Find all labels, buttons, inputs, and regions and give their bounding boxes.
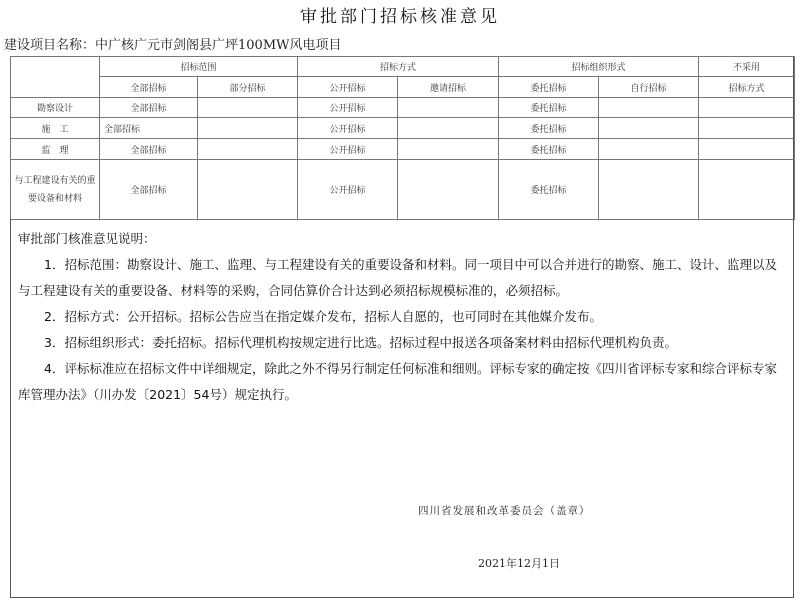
approval-notes (10, 226, 794, 408)
cell-method-public: 公开招标 (298, 160, 398, 220)
cell-org-entrust: 委托招标 (499, 118, 599, 139)
subheader-method-invite: 邀请招标 (398, 77, 499, 98)
header-no-use: 不采用 (699, 57, 795, 77)
note-item-org-form: 3．招标组织形式：委托招标。招标代理机构按规定进行比选。招标过程中报送各项备案材料由招标代理机构负责。 (44, 335, 677, 350)
cell-org-self (599, 98, 699, 118)
cell-method-public: 公开招标 (298, 139, 398, 160)
row-label: 与工程建设有关的重要设备和材料 (11, 160, 100, 220)
header-method: 招标方式 (298, 57, 499, 77)
cell-org-self (599, 118, 699, 139)
cell-method-invite (398, 160, 499, 220)
cell-method-invite (398, 98, 499, 118)
note-item-evaluation: 4．评标标准应在招标文件中详细规定，除此之外不得另行制定任何标准和细则。评标专家的确定按《四川省评标专家和综合评标专家库管理办法》（川办发〔2021〕54号）规定执行。 (18, 361, 777, 402)
cell-no-use (699, 139, 795, 160)
cell-method-invite (398, 139, 499, 160)
cell-method-public: 公开招标 (298, 98, 398, 118)
table-row (11, 118, 795, 139)
project-name-line: 建设项目名称：中广核广元市剑阁县广坪100MW风电项目 (4, 38, 342, 53)
subheader-org-self: 自行招标 (599, 77, 699, 98)
subheader-method-public: 公开招标 (298, 77, 398, 98)
cell-no-use (699, 160, 795, 220)
cell-org-entrust: 委托招标 (499, 160, 599, 220)
cell-scope-all: 全部招标 (100, 160, 198, 220)
row-label: 勘察设计 (11, 98, 100, 118)
cell-scope-all: 全部招标 (100, 139, 198, 160)
signature-date: 2021年12月1日 (478, 557, 560, 570)
cell-scope-partial (198, 98, 298, 118)
cell-scope-partial (198, 160, 298, 220)
cell-scope-partial (198, 139, 298, 160)
cell-org-self (599, 160, 699, 220)
subheader-no-use-method: 招标方式 (699, 77, 795, 98)
subheader-org-entrust: 委托招标 (499, 77, 599, 98)
row-label: 施 工 (11, 118, 100, 139)
notes-heading: 审批部门核准意见说明： (18, 231, 156, 246)
cell-method-invite (398, 118, 499, 139)
row-label: 监 理 (11, 139, 100, 160)
cell-org-entrust: 委托招标 (499, 98, 599, 118)
approval-table (10, 56, 795, 220)
table-row (11, 139, 795, 160)
cell-no-use (699, 98, 795, 118)
cell-method-public: 公开招标 (298, 118, 398, 139)
cell-no-use (699, 118, 795, 139)
signature-org: 四川省发展和改革委员会（盖章） (418, 505, 591, 517)
cell-scope-all: 全部招标 (100, 98, 198, 118)
header-row-subs (11, 77, 795, 98)
header-scope: 招标范围 (100, 57, 298, 77)
header-org-form: 招标组织形式 (499, 57, 699, 77)
table-row (11, 98, 795, 118)
cell-scope-partial (198, 118, 298, 139)
subheader-scope-partial: 部分招标 (198, 77, 298, 98)
table-row (11, 160, 795, 220)
cell-org-self (599, 139, 699, 160)
cell-org-entrust: 委托招标 (499, 139, 599, 160)
note-item-scope: 1．招标范围：勘察设计、施工、监理、与工程建设有关的重要设备和材料。同一项目中可以合并进行的勘察、施工、设计、监理以及与工程建设有关的重要设备、材料等的采购，合同估算价合计达到必须招标规模标准的，必须招标。 (18, 257, 777, 298)
subheader-scope-all: 全部招标 (100, 77, 198, 98)
cell-scope-all: 全部招标 (100, 118, 198, 139)
note-item-method: 2．招标方式：公开招标。招标公告应当在指定媒介发布，招标人自愿的，也可同时在其他媒介发布。 (44, 309, 602, 324)
corner-cell (11, 57, 100, 98)
header-row-groups (11, 57, 795, 77)
page-title: 审批部门招标核准意见 (300, 7, 500, 27)
